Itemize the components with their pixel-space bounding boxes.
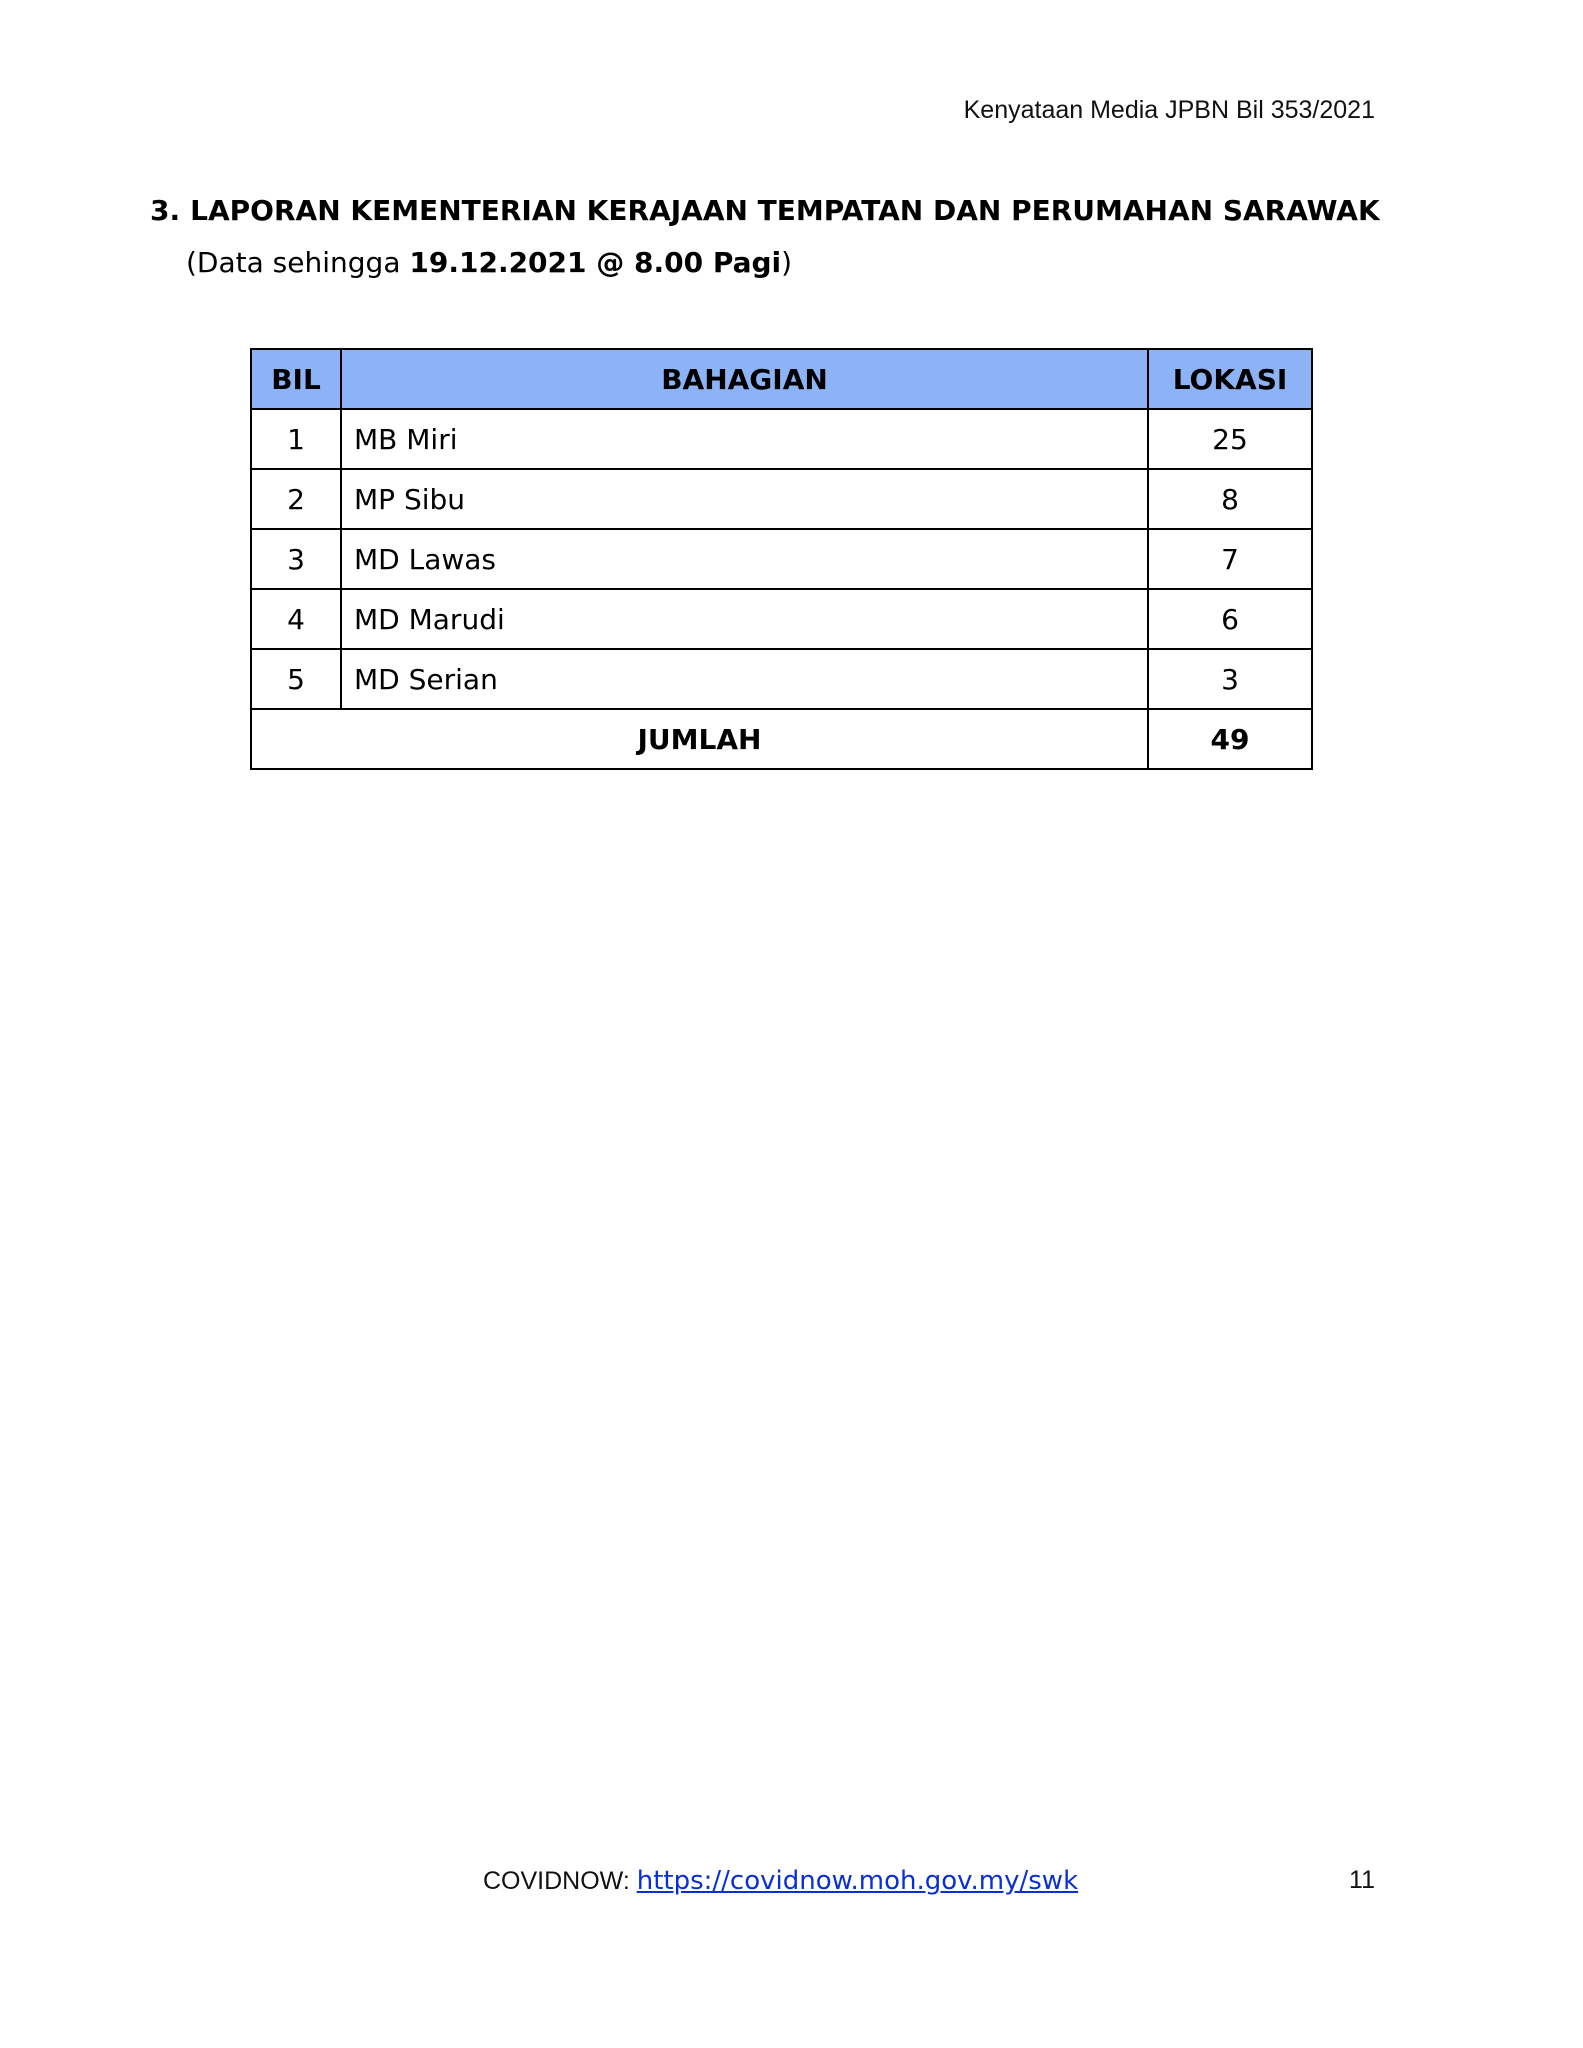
cell-bahagian: MD Serian xyxy=(341,649,1148,709)
data-note-suffix: ) xyxy=(781,246,793,279)
cell-bil: 5 xyxy=(251,649,341,709)
data-note-prefix: (Data sehingga xyxy=(186,246,410,279)
section-number: 3. xyxy=(150,194,181,227)
total-value: 49 xyxy=(1148,709,1312,769)
column-header-bil: BIL xyxy=(251,349,341,409)
cell-bil: 4 xyxy=(251,589,341,649)
column-header-bahagian: BAHAGIAN xyxy=(341,349,1148,409)
table-row xyxy=(251,529,1312,589)
cell-lokasi: 25 xyxy=(1148,409,1312,469)
cell-bahagian: MD Marudi xyxy=(341,589,1148,649)
data-note-datetime: 19.12.2021 @ 8.00 Pagi xyxy=(409,246,782,279)
footer-source xyxy=(483,1866,1078,1896)
section-title: LAPORAN KEMENTERIAN KERAJAAN TEMPATAN DAN PERUMAHAN SARAWAK xyxy=(190,194,1380,227)
data-cutoff-note xyxy=(186,246,792,279)
cell-bahagian: MP Sibu xyxy=(341,469,1148,529)
cell-lokasi: 8 xyxy=(1148,469,1312,529)
cell-bahagian: MD Lawas xyxy=(341,529,1148,589)
total-label: JUMLAH xyxy=(251,709,1148,769)
cell-lokasi: 3 xyxy=(1148,649,1312,709)
table-header-row xyxy=(251,349,1312,409)
cell-bil: 1 xyxy=(251,409,341,469)
location-report-table xyxy=(250,348,1313,770)
table-row xyxy=(251,409,1312,469)
table-row xyxy=(251,589,1312,649)
section-heading xyxy=(150,194,1380,227)
column-header-lokasi: LOKASI xyxy=(1148,349,1312,409)
table-row xyxy=(251,649,1312,709)
cell-lokasi: 6 xyxy=(1148,589,1312,649)
document-reference: Kenyataan Media JPBN Bil 353/2021 xyxy=(963,96,1375,124)
page-number: 11 xyxy=(1349,1866,1375,1894)
cell-bahagian: MB Miri xyxy=(341,409,1148,469)
cell-lokasi: 7 xyxy=(1148,529,1312,589)
footer-source-label: COVIDNOW: xyxy=(483,1867,637,1895)
table-total-row xyxy=(251,709,1312,769)
cell-bil: 2 xyxy=(251,469,341,529)
covidnow-link[interactable]: https://covidnow.moh.gov.my/swk xyxy=(636,1866,1079,1896)
table-row xyxy=(251,469,1312,529)
cell-bil: 3 xyxy=(251,529,341,589)
